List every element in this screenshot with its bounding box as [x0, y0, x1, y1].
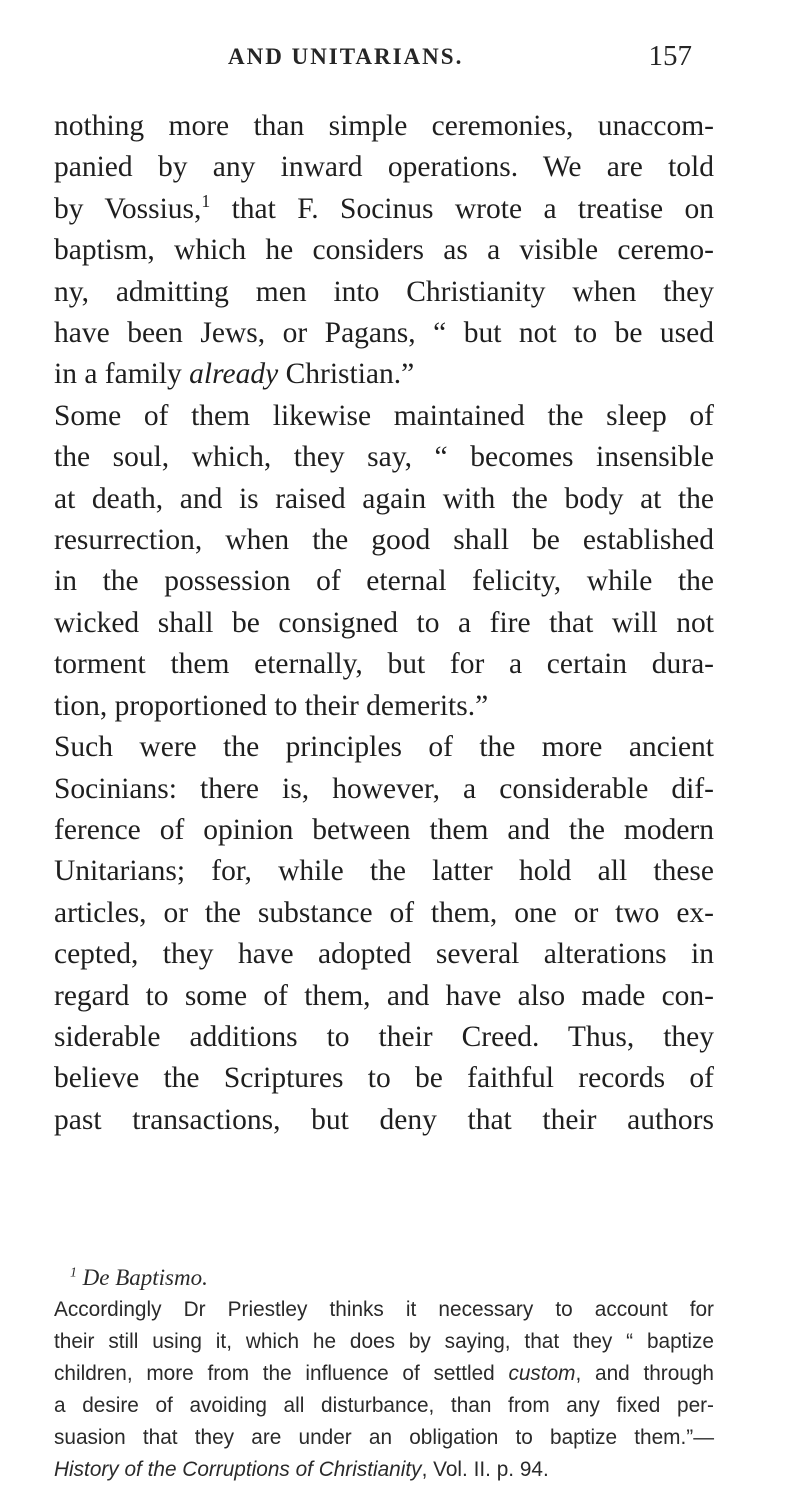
body-line: panied by any inward operations. We are told: [54, 151, 714, 184]
body-line: ference of opinion between them and the modern: [54, 813, 714, 846]
footnote-ref-title: De Baptismo.: [82, 1265, 208, 1290]
page-number: 157: [648, 40, 692, 72]
body-line: Unitarians; for, while the latter hold all these: [54, 855, 714, 888]
body-line: [54, 189, 714, 230]
body-line: [54, 354, 714, 395]
body-line: in the possession of eternal felicity, while the: [54, 565, 714, 598]
body-line: articles, or the substance of them, one or two ex-: [54, 896, 714, 929]
body-line: cepted, they have adopted several alterations in: [54, 938, 714, 971]
body-line: wicked shall be consigned to a fire that will not: [54, 606, 714, 639]
body-line: past transactions, but deny that their authors: [54, 1103, 714, 1136]
running-head: AND UNITARIANS.: [228, 44, 464, 69]
footnote-text: , Vol. II. p. 94.: [421, 1458, 549, 1481]
body-line-text: that F. Socinus wrote a treatise on: [210, 192, 714, 225]
italic-word: already: [189, 358, 279, 391]
footnotes: [54, 1262, 714, 1486]
body-line: resurrection, when the good shall be established: [54, 524, 714, 557]
book-title: History of the Corruptions of Christianity: [54, 1458, 422, 1481]
body-line: Some of them likewise maintained the sleep of: [54, 399, 714, 432]
body-line: nothing more than simple ceremonies, unaccom-: [54, 110, 714, 142]
body-line: at death, and is raised again with the body at the: [54, 482, 714, 515]
body-line: the soul, which, they say, “ becomes insensible: [54, 441, 714, 474]
footnote-line: Accordingly Dr Priestley thinks it necessary to account for: [54, 1298, 714, 1321]
footnote-text: children, more from the influence of settled: [54, 1362, 509, 1385]
body-line-text: Christian.”: [278, 358, 415, 391]
body-line-text: by Vossius,: [54, 192, 202, 225]
body-line: siderable additions to their Creed. Thus, they: [54, 1020, 714, 1053]
body-line: believe the Scriptures to be faithful records of: [54, 1062, 714, 1095]
body-line: have been Jews, or Pagans, “ but not to be used: [54, 317, 714, 350]
body-line: Socinians: there is, however, a considerable dif-: [54, 772, 714, 805]
footnote-marker[interactable]: 1: [201, 190, 211, 211]
footnote-line: suasion that they are under an obligation to baptize them.”—: [54, 1426, 714, 1449]
body-text: [54, 106, 714, 1141]
footnote-text: , and through: [575, 1362, 714, 1385]
footnote-line: a desire of avoiding all disturbance, than from any fixed per-: [54, 1394, 714, 1417]
body-line: ny, admitting men into Christianity when they: [54, 275, 714, 308]
footnote-line: [54, 1358, 714, 1390]
body-line: tion, proportioned to their demerits.”: [54, 689, 489, 722]
footnote-reference: [54, 1262, 714, 1294]
body-line: Such were the principles of the more ancient: [54, 731, 714, 764]
body-line-text: in a family: [54, 358, 190, 391]
body-line: baptism, which he considers as a visible ceremo-: [54, 234, 714, 267]
body-line: torment them eternally, but for a certain dura-: [54, 648, 714, 681]
body-line: regard to some of them, and have also made con-: [54, 979, 714, 1012]
footnote-line: [54, 1454, 714, 1486]
italic-word: custom: [508, 1362, 576, 1385]
footnote-ref-marker: 1: [70, 1264, 77, 1280]
footnote-line: their still using it, which he does by saying, that they “ baptize: [54, 1330, 714, 1353]
